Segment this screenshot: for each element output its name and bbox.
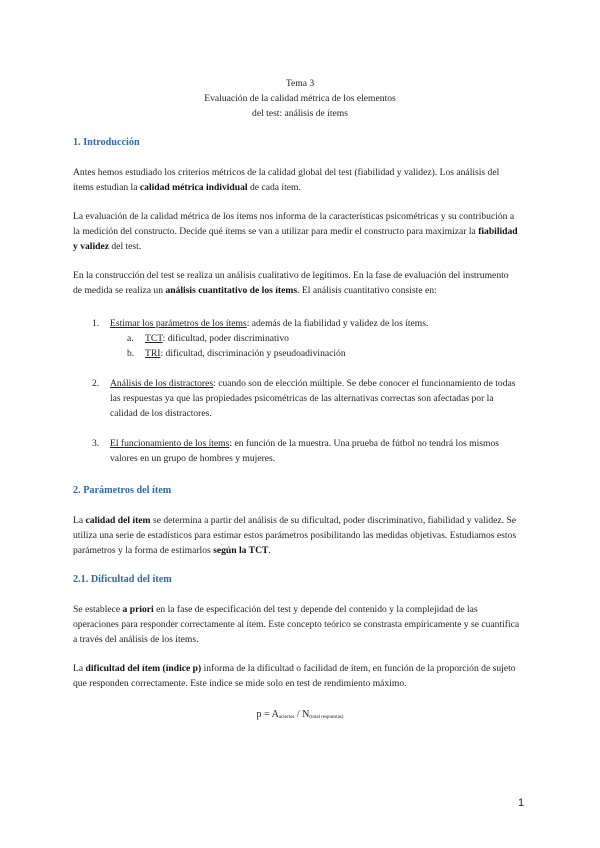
list-number-1: 1. <box>92 318 100 329</box>
section-heading-dificultad: 2.1. Dificultad del ítem <box>73 574 172 585</box>
paragraph-intro-2: La evaluación de la calidad métrica de los ítems nos informa de la características psicométricas y su contribución a la medición del constructo. Decide qué ítems se van a utilizar para medir el constructo para maximizar la fiabilidad y validez del test. <box>73 211 518 252</box>
paragraph-intro-3: En la construcción del test se realiza un análisis cualitativo de legítimos. En la fase de evaluación del instrumento de medida se realiza un análisis cuantitativo de los ítems. El análisis cuantitativo consiste en: <box>73 270 509 296</box>
title-line-2: Evaluación de la calidad métrica de los elementos <box>204 93 396 104</box>
section-heading-parametros: 2. Parámetros del ítem <box>73 485 172 496</box>
list-item-funcionamiento: El funcionamiento de los ítems: en función de la muestra. Una prueba de fútbol no tendrá los mismos valores en un grupo de hombres y mujeres. <box>110 438 499 464</box>
paragraph-parametros: La calidad del ítem se determina a partir del análisis de su dificultad, poder discriminativo, fiabilidad y validez. Se utiliza una serie de estadísticos para estimar estos parámetros posibilitando las medidas objetivas. Estudiamos estos parámetros y la forma de estimarlos según la TCT. <box>73 515 517 556</box>
page-number: 1 <box>518 797 525 809</box>
sublist-letter-a: a. <box>127 333 134 344</box>
list-number-2: 2. <box>92 378 100 389</box>
list-item-distractores: Análisis de los distractores: cuando son de elección múltiple. Se debe conocer el funcionamiento de todas las respuestas ya que las propiedades psicométricas de las alternativas correctas son afectadas por la calidad de los distractores. <box>110 378 516 419</box>
list-number-3: 3. <box>92 438 100 449</box>
title-line-3: del test: análisis de ítems <box>252 108 348 119</box>
sublist-letter-b: b. <box>127 348 135 359</box>
title-line-1: Tema 3 <box>285 78 315 89</box>
paragraph-dificultad-1: Se establece a priori en la fase de especificación del test y depende del contenido y la complejidad de las operaciones para responder correctamente al ítem. Este concepto teórico se constrasta empíricamente y se cuantifica a través del análisis de los ítems. <box>73 604 520 645</box>
paragraph-intro-1: Antes hemos estudiado los criterios métricos de la calidad global del test (fiabilidad y validez). Los análisis del ítems estudian la calidad métrica individual de cada ítem. <box>73 167 500 193</box>
sublist-item-tri: TRI: dificultad, discriminación y pseudoadivinación <box>145 348 346 359</box>
section-heading-introduccion: 1. Introducción <box>73 137 140 148</box>
sublist-item-tct: TCT: dificultad, poder discriminativo <box>145 333 289 344</box>
list-item-parametros: Estimar los parámetros de los ítems: además de la fiabilidad y validez de los ítems. <box>110 318 429 329</box>
paragraph-dificultad-2: La dificultad del ítem (índice p) informa de la dificultad o facilidad de ítem, en función de la proporción de sujeto que responden correctamente. Este índice se mide solo en test de rendimiento máximo. <box>73 663 516 689</box>
formula-indice-p: $p = A_{aciertos} / N_{(total respuestas)}$ <box>256 709 344 720</box>
